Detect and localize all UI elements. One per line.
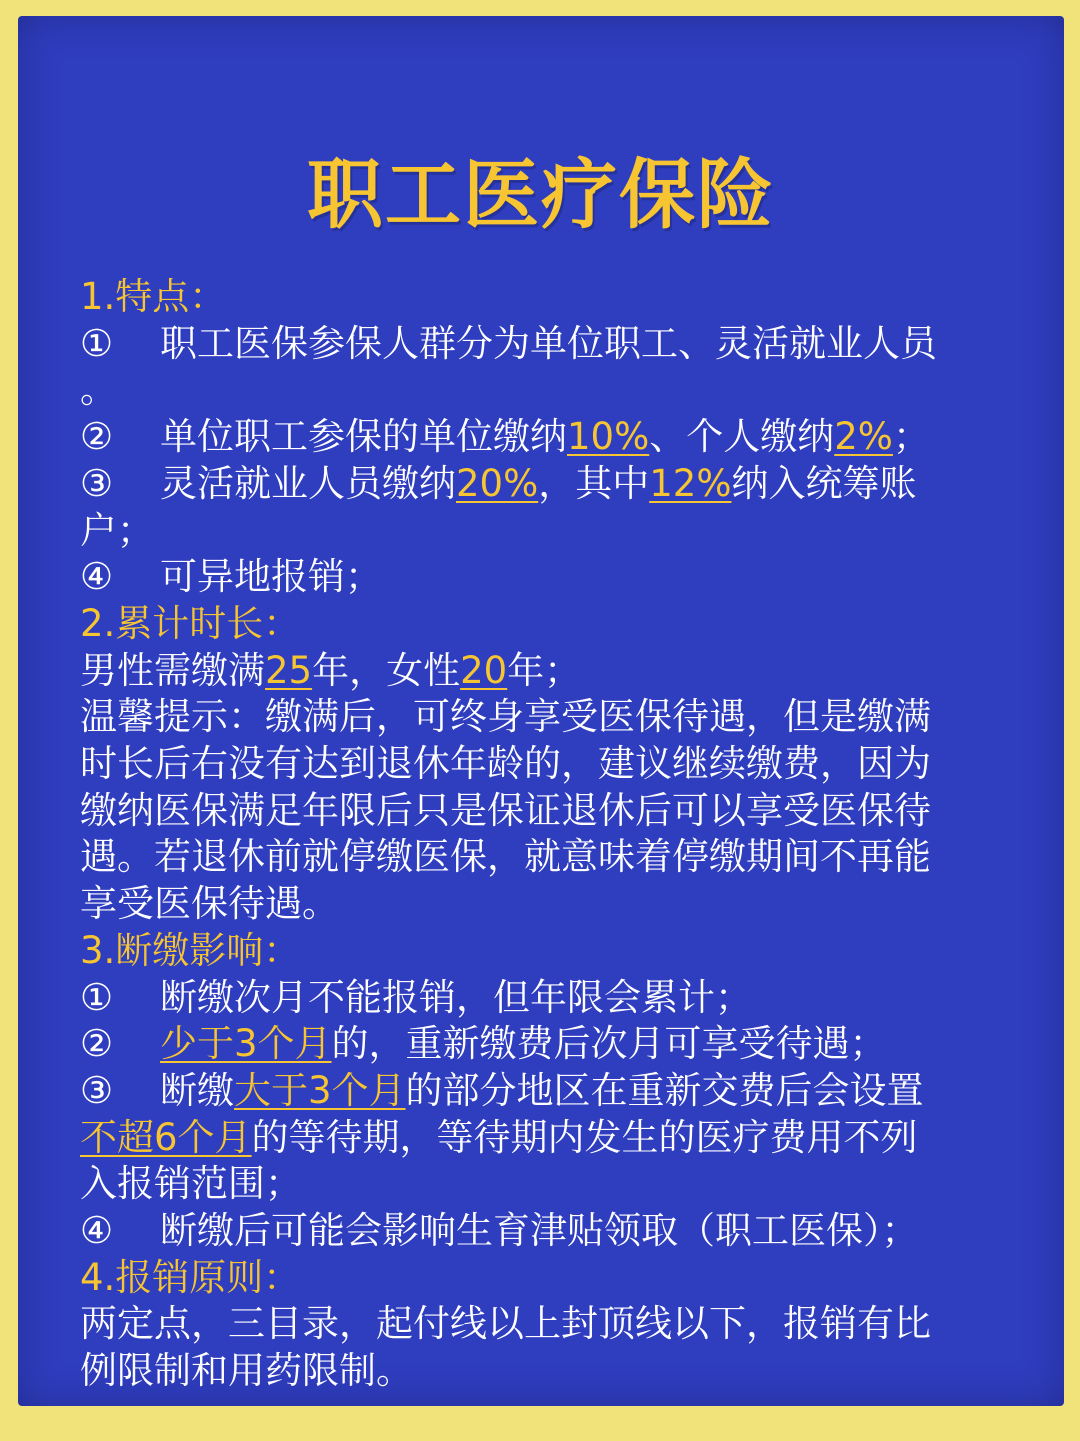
section-heading-features: 1.特点：: [80, 275, 227, 318]
item-text: 断缴后可能会影响生育津贴领取（职工医保）；: [160, 1209, 919, 1253]
list-item: [80, 1208, 1010, 1255]
item-text: 断缴: [160, 1068, 234, 1112]
item-text: 年，女性: [312, 648, 461, 692]
tip-line: 缴纳医保满足年限后只是保证退休后可以享受医保待: [80, 788, 931, 832]
paragraph-line: [80, 648, 1010, 695]
list-item: [80, 1068, 1010, 1115]
item-text: 单位职工参保的单位缴纳: [160, 415, 567, 459]
item-text: 的，重新缴费后次月可享受待遇；: [331, 1022, 887, 1066]
item-continuation: 入报销范围；: [80, 1162, 302, 1206]
page-title: 职工医疗保险: [307, 150, 775, 239]
item-text: ；: [892, 415, 930, 459]
item-number: ①: [80, 975, 114, 1019]
item-continuation: [80, 1115, 1010, 1162]
list-item: [80, 975, 1010, 1022]
tip-line: 遇。若退休前就停缴医保，就意味着停缴期间不再能: [80, 835, 931, 879]
item-number: ②: [80, 415, 114, 459]
tip-line: 享受医保待遇。: [80, 882, 339, 926]
paragraph-line: 两定点，三目录，起付线以上封顶线以下，报销有比: [80, 1302, 931, 1346]
item-text: 职工医保参保人群分为单位职工、灵活就业人员: [160, 321, 937, 365]
item-text: 纳入统筹账: [731, 461, 917, 505]
item-number: ④: [80, 555, 114, 599]
item-text: 的部分地区在重新交费后会设置: [405, 1068, 924, 1112]
list-item: [80, 414, 1010, 461]
highlight-value: 2%: [834, 415, 893, 459]
list-item: [80, 321, 1010, 368]
item-number: ①: [80, 321, 114, 365]
item-number: ④: [80, 1209, 114, 1253]
section-heading-reimbursement: 4.报销原则：: [80, 1255, 301, 1299]
list-item: [80, 461, 1010, 508]
highlight-value: 12%: [649, 461, 732, 505]
highlight-value: 20: [460, 648, 508, 692]
item-continuation: 户；: [80, 508, 154, 552]
item-number: ③: [80, 1068, 114, 1112]
tip-line: 温馨提示：缴满后，可终身享受医保待遇，但是缴满: [80, 695, 931, 739]
item-number: ③: [80, 461, 114, 505]
highlight-value: 20%: [456, 461, 539, 505]
item-text: 、个人缴纳: [649, 415, 835, 459]
paragraph-line: 例限制和用药限制。: [80, 1349, 413, 1393]
section-heading-interruption: 3.断缴影响：: [80, 928, 301, 972]
highlight-value: 10%: [567, 415, 650, 459]
highlight-value: 少于3个月: [160, 1022, 332, 1066]
section-heading-duration: 2.累计时长：: [80, 601, 301, 645]
item-number: ②: [80, 1022, 114, 1066]
item-text: 可异地报销；: [160, 555, 382, 599]
item-text: ，其中: [538, 461, 650, 505]
poster-card: [18, 16, 1064, 1406]
item-continuation: 。: [80, 368, 117, 412]
highlight-value: 大于3个月: [234, 1068, 406, 1112]
tip-line: 时长后右没有达到退休年龄的，建议继续缴费，因为: [80, 742, 931, 786]
item-text: 灵活就业人员缴纳: [160, 461, 456, 505]
list-item: [80, 554, 1010, 601]
item-text: 年；: [507, 648, 582, 692]
item-text: 的等待期，等待期内发生的医疗费用不列: [251, 1115, 918, 1159]
item-text: 男性需缴满: [80, 648, 265, 692]
highlight-value: 不超6个月: [80, 1115, 252, 1159]
list-item: [80, 1021, 1010, 1068]
highlight-value: 25: [265, 648, 313, 692]
item-text: 断缴次月不能报销，但年限会累计；: [160, 975, 752, 1019]
content-body: [80, 274, 1010, 1395]
